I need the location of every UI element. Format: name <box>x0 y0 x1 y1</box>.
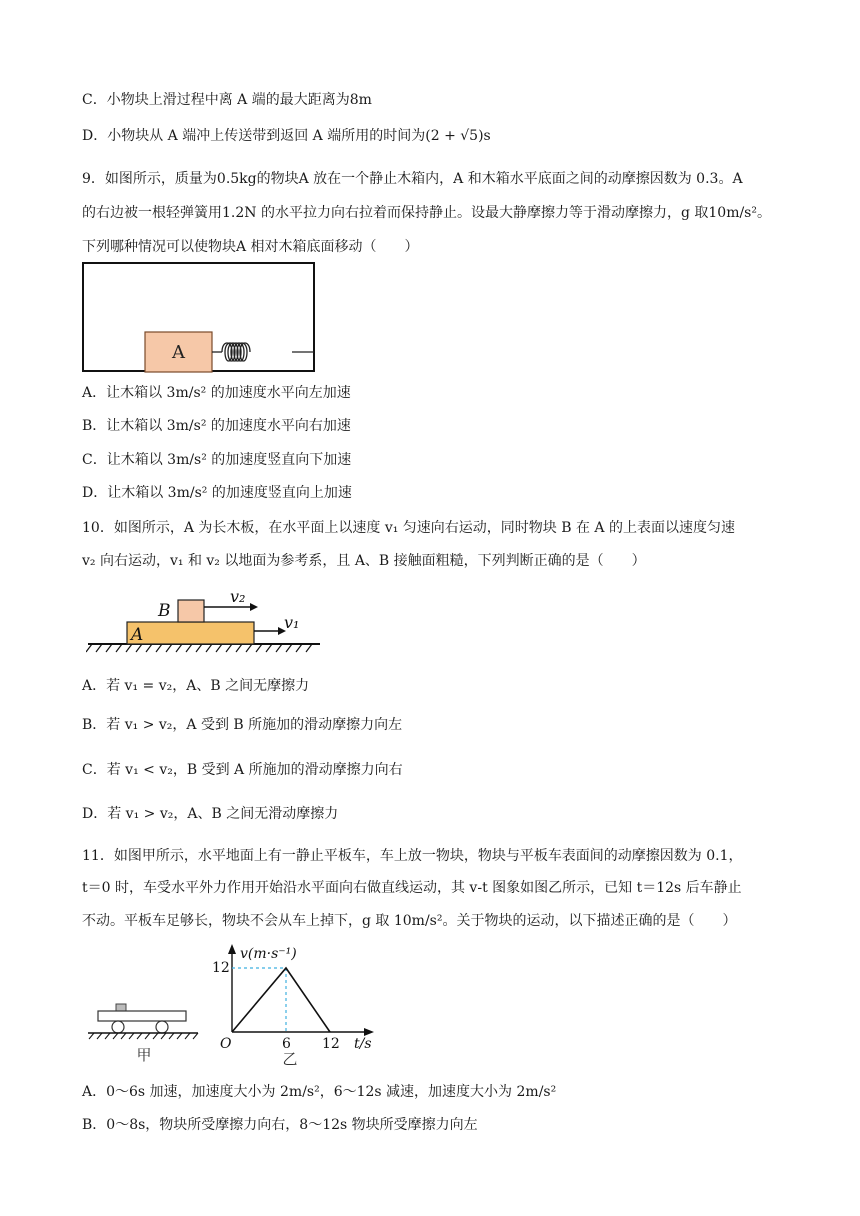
q11-stem-line-3: 不动。平板车足够长，物块不会从车上掉下，g 取 10m/s²。关于物块的运动，以下描述正确的是（ ） <box>82 913 737 929</box>
q10-figure <box>86 584 322 656</box>
origin-label: O <box>220 1036 232 1052</box>
q9-figure <box>82 262 318 374</box>
tick-12-y: 12 <box>212 960 230 976</box>
x-axis-arrow <box>364 1028 374 1036</box>
q9-option-d: D．让木箱以 3m/s² 的加速度竖直向上加速 <box>82 485 352 501</box>
q8-option-d: D．小物块从 A 端冲上传送带到返回 A 端所用的时间为(2 + √5)s <box>82 128 491 144</box>
q10-option-d: D．若 v₁ > v₂，A、B 之间无滑动摩擦力 <box>82 806 339 822</box>
x-axis-label: t/s <box>354 1036 372 1052</box>
q10-option-b: B．若 v₁ > v₂，A 受到 B 所施加的滑动摩擦力向左 <box>82 717 403 733</box>
vt-line <box>232 968 330 1032</box>
q10-option-a: A．若 v₁ = v₂，A、B 之间无摩擦力 <box>82 678 310 694</box>
label-yi: 乙 <box>282 1050 298 1068</box>
label-v1: v₁ <box>284 613 300 632</box>
q11-option-b: B．0～8s，物块所受摩擦力向右，8～12s 物块所受摩擦力向左 <box>82 1117 478 1133</box>
q11-figure-cart <box>86 998 206 1064</box>
q9-option-a: A．让木箱以 3m/s² 的加速度水平向左加速 <box>82 385 351 401</box>
label-jia: 甲 <box>136 1046 152 1064</box>
q9-stem-line-1: 9．如图所示，质量为0.5kg的物块A 放在一个静止木箱内，A 和木箱水平底面之间的动摩擦因数为 0.3。A <box>82 171 743 187</box>
block-b <box>178 600 204 622</box>
block-a-label: A <box>172 342 185 363</box>
y-axis-arrow <box>228 944 236 954</box>
q11-stem-line-1: 11．如图甲所示，水平地面上有一静止平板车，车上放一物块，物块与平板车表面间的动摩擦因数为 0.1， <box>82 848 743 864</box>
plank-a <box>127 622 254 644</box>
tick-6-x: 6 <box>282 1036 291 1052</box>
q10-stem-line-2: v₂ 向右运动，v₁ 和 v₂ 以地面为参考系，且 A、B 接触面粗糙，下列判断正确的是（ ） <box>82 553 646 569</box>
q11-option-a: A．0～6s 加速，加速度大小为 2m/s²，6～12s 减速，加速度大小为 2m/s² <box>82 1084 557 1100</box>
q9-option-c: C．让木箱以 3m/s² 的加速度竖直向下加速 <box>82 452 352 468</box>
label-a: A <box>131 625 144 645</box>
q9-option-b: B．让木箱以 3m/s² 的加速度水平向右加速 <box>82 418 351 434</box>
label-v2: v₂ <box>230 587 246 606</box>
cart-wheel-right <box>156 1021 168 1033</box>
q8-option-c: C．小物块上滑过程中离 A 端的最大距离为8m <box>82 92 372 108</box>
small-block <box>116 1004 126 1011</box>
cart-wheel-left <box>112 1021 124 1033</box>
arrow-v2-head <box>250 603 258 611</box>
ground-hatching <box>86 644 312 652</box>
q10-option-c: C．若 v₁ < v₂，B 受到 A 所施加的滑动摩擦力向右 <box>82 762 403 778</box>
q11-stem-line-2: t＝0 时，车受水平外力作用开始沿水平面向右做直线运动，其 v-t 图象如图乙所示，已知 t＝12s 后车静止 <box>82 880 742 896</box>
q11-figure-vt-graph <box>206 940 386 1068</box>
tick-12-x: 12 <box>322 1036 340 1052</box>
q9-stem-line-2: 的右边被一根轻弹簧用1.2N 的水平拉力向右拉着而保持静止。设最大静摩擦力等于滑动摩擦力，g 取10m/s²。 <box>82 205 771 221</box>
y-axis-label: v(m·s⁻¹) <box>240 946 297 962</box>
q10-stem-line-1: 10．如图所示，A 为长木板，在水平面上以速度 v₁ 匀速向右运动，同时物块 B 在 A 的上表面以速度匀速 <box>82 520 735 536</box>
cart-deck <box>98 1011 186 1021</box>
label-b: B <box>158 601 171 621</box>
q9-stem-line-3: 下列哪种情况可以使物块A 相对木箱底面移动（ ） <box>82 239 419 255</box>
cart-ground-hatching <box>89 1033 198 1039</box>
spring-icon <box>212 343 314 361</box>
